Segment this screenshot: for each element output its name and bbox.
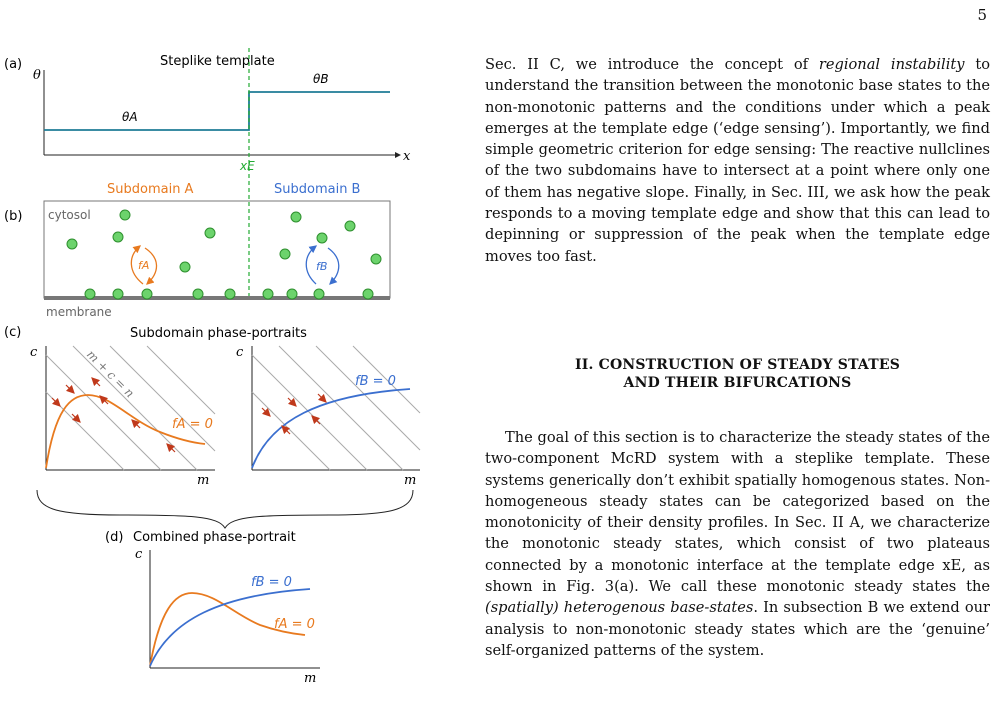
panel-b bbox=[4, 182, 390, 319]
flux-b-down-arrow bbox=[328, 248, 339, 284]
panel-a-title: Steplike template bbox=[160, 54, 275, 69]
combined-nullcline-a-label: fA = 0 bbox=[274, 617, 315, 632]
section-heading-line-2: AND THEIR BIFURCATIONS bbox=[623, 375, 852, 391]
figure-svg bbox=[0, 0, 440, 713]
flux-b-label: fB bbox=[316, 260, 328, 273]
subdomain-a-label: Subdomain A bbox=[107, 182, 194, 197]
panel-c-title: Subdomain phase-portraits bbox=[130, 326, 307, 341]
cytosol-label: cytosol bbox=[48, 208, 91, 222]
panel-b-label: (b) bbox=[4, 209, 23, 224]
panel-d bbox=[105, 530, 320, 686]
paragraph-regional-instability: Sec. II C, we introduce the concept of regional instability to understand the transition between the monotonic base states to the non-monotonic patterns and the conditions under which a peak emerges at the template edge (‘edge sensing’). Importantly, we find simple geometric criterion for edge sensing: The reactive nullclines of the two subdomains have to intersect at a point where only one of them has negative slope. Finally, in Sec. III, we ask how the peak responds to a moving template edge and show that this can lead to depinning or suppression of the peak when the template edge moves too fast. bbox=[485, 56, 990, 265]
page-number: 5 bbox=[977, 6, 987, 24]
mass-lines-b bbox=[252, 346, 420, 470]
panel-d-x-axis-label: m bbox=[304, 671, 317, 686]
phase-b-y-axis-label: c bbox=[236, 345, 244, 360]
template-step-line bbox=[44, 92, 390, 130]
combined-nullcline-b-label: fB = 0 bbox=[251, 575, 292, 590]
paragraph-steady-states: The goal of this section is to characterize the steady states of the two-component McRD system with a steplike template. These systems generically don’t exhibit spatially homogenous states. Non-homogeneous steady states can be categorized based on the monotonicity of their density profiles. In Sec. II A, we characterize the monotonic steady states, which consist of two plateaus connected by a monotonic interface at the template edge xE, as shown in Fig. 3(a). We call these monotonic steady states the (spatially) heterogenous base-states. In subsection B we extend our analysis to non-monotonic steady states which are the ‘genuine’ self-organized patterns of the system. bbox=[485, 429, 990, 659]
phase-b-x-axis-label: m bbox=[404, 473, 417, 488]
panel-c bbox=[4, 325, 420, 528]
panel-a bbox=[4, 48, 411, 300]
nullcline-b-curve bbox=[252, 389, 410, 468]
theta-a-label: θA bbox=[122, 110, 138, 124]
edge-position-label: xE bbox=[240, 159, 255, 173]
subdomain-b-label: Subdomain B bbox=[274, 182, 361, 197]
flux-b-up-arrow bbox=[306, 246, 316, 284]
mass-lines-a bbox=[46, 346, 215, 470]
theta-b-label: θB bbox=[313, 72, 329, 86]
panel-a-y-axis-label: θ bbox=[33, 68, 41, 83]
panel-d-y-axis-label: c bbox=[135, 547, 143, 562]
membrane-label: membrane bbox=[46, 305, 112, 319]
intro-text-column bbox=[485, 54, 990, 267]
phase-a-x-axis-label: m bbox=[197, 473, 210, 488]
section-heading bbox=[485, 356, 990, 392]
panel-c-label: (c) bbox=[4, 325, 22, 340]
panel-a-x-arrow bbox=[395, 152, 401, 158]
cytosolic-particles bbox=[67, 210, 381, 272]
panel-d-label: (d) bbox=[105, 530, 124, 545]
panel-d-title: Combined phase-portrait bbox=[133, 530, 296, 545]
phase-a-y-axis-label: c bbox=[30, 345, 38, 360]
phase-portrait-b bbox=[236, 345, 420, 488]
section-heading-line-1: II. CONSTRUCTION OF STEADY STATES bbox=[574, 357, 901, 373]
mass-line-label: m + c = n bbox=[83, 347, 138, 401]
phase-portrait-a bbox=[30, 345, 215, 488]
combining-brace bbox=[37, 490, 413, 528]
flow-arrows-a bbox=[52, 378, 175, 452]
nullcline-a-label: fA = 0 bbox=[172, 417, 213, 432]
panel-a-label: (a) bbox=[4, 57, 23, 72]
figure bbox=[0, 0, 440, 713]
panel-a-x-axis-label: x bbox=[403, 149, 411, 164]
flux-a-label: fA bbox=[138, 259, 150, 272]
flow-arrows-b bbox=[262, 394, 326, 434]
nullcline-b-label: fB = 0 bbox=[355, 374, 396, 389]
cell-box bbox=[44, 201, 390, 298]
